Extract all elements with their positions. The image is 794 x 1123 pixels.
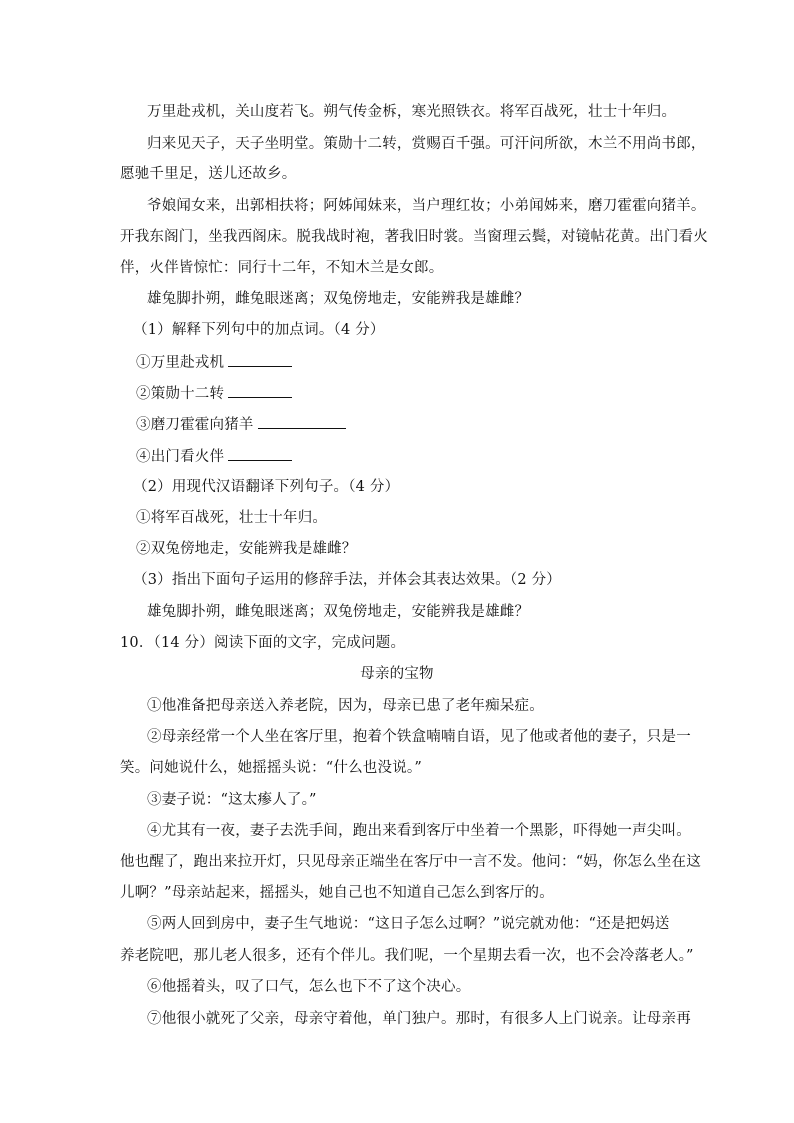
answer-blank[interactable]: [228, 446, 292, 461]
article-line-8: ⑤两人回到房中，妻子生气地说：“这日子怎么过啊？”说完就劝他：“还是把妈送: [147, 916, 670, 932]
poem-paragraph-4: 雄兔脚扑朔，雌兔眼迷离；双兔傍地走，安能辨我是雄雌？: [147, 291, 530, 307]
answer-blank[interactable]: [228, 352, 292, 367]
answer-blank[interactable]: [228, 383, 292, 398]
article-line-7: 儿啊？”母亲站起来，摇摇头，她自己也不知道自己怎么到客厅的。: [120, 885, 554, 901]
question-1-item-2: [136, 383, 292, 404]
article-line-11: ⑦他很小就死了父亲，母亲守着他，单门独户。那时，有很多人上门说亲。让母亲再: [147, 1011, 691, 1027]
question-1-prompt: （1）解释下列句中的加点词。（4 分）: [133, 322, 385, 338]
poem-paragraph-2-line-2: 愿驰千里足，送儿还故乡。: [120, 166, 297, 182]
question-1-item-4: [136, 446, 292, 467]
poem-paragraph-1: 万里赴戎机，关山度若飞。朔气传金柝，寒光照铁衣。将军百战死，壮士十年归。: [147, 104, 677, 120]
question-10-heading: 10．（14 分）阅读下面的文字，完成问题。: [120, 635, 406, 651]
answer-blank[interactable]: [258, 414, 346, 429]
question-3-sentence: 雄兔脚扑朔，雌兔眼迷离；双兔傍地走，安能辨我是雄雌？: [147, 604, 530, 620]
article-line-10: ⑥他摇着头，叹了口气，怎么也下不了这个决心。: [147, 979, 471, 995]
question-2-prompt: （2）用现代汉语翻译下列句子。（4 分）: [133, 479, 400, 495]
question-2-item-2: ②双兔傍地走，安能辨我是雄雌？: [136, 541, 357, 557]
question-1-item-3: [136, 414, 346, 435]
article-title: 母亲的宝物: [360, 666, 434, 682]
poem-paragraph-3-line-3: 伴，火伴皆惊忙：同行十二年，不知木兰是女郎。: [120, 260, 444, 276]
question-3-prompt: （3）指出下面句子运用的修辞手法，并体会其表达效果。（2 分）: [133, 572, 562, 588]
article-line-5: ④尤其有一夜，妻子去洗手间，跑出来看到客厅中坐着一个黑影，吓得她一声尖叫。: [147, 823, 691, 839]
question-1-item-text: ③磨刀霍霍向猪羊: [136, 417, 254, 433]
question-1-item-text: ④出门看火伴: [136, 449, 225, 465]
article-line-6: 他也醒了，跑出来拉开灯，只见母亲正端坐在客厅中一言不发。他问：“妈，你怎么坐在这: [120, 854, 701, 870]
article-line-2: ②母亲经常一个人坐在客厅里，抱着个铁盒喃喃自语，见了他或者他的妻子，只是一: [147, 729, 691, 745]
question-2-item-1: ①将军百战死，壮士十年归。: [136, 510, 328, 526]
question-1-item-text: ②策勋十二转: [136, 386, 225, 402]
poem-paragraph-3-line-2: 开我东阁门，坐我西阁床。脱我战时袍，著我旧时裳。当窗理云鬓，对镜帖花黄。出门看火: [120, 229, 708, 245]
poem-paragraph-2-line-1: 归来见天子，天子坐明堂。策勋十二转，赏赐百千强。可汗问所欲，木兰不用尚书郎，: [147, 136, 706, 152]
article-line-9: 养老院吧，那儿老人很多，还有个伴儿。我们呢，一个星期去看一次，也不会冷落老人。”: [120, 948, 694, 964]
poem-paragraph-3-line-1: 爷娘闻女来，出郭相扶将；阿姊闻妹来，当户理红妆；小弟闻姊来，磨刀霍霍向猪羊。: [147, 198, 706, 214]
article-line-4: ③妻子说：“这太瘆人了。”: [147, 792, 317, 808]
question-1-item-1: [136, 352, 292, 373]
article-line-3: 笑。问她说什么，她摇摇头说：“什么也没说。”: [120, 760, 422, 776]
question-1-item-text: ①万里赴戎机: [136, 355, 225, 371]
article-line-1: ①他准备把母亲送入养老院，因为，母亲已患了老年痴呆症。: [147, 698, 544, 714]
